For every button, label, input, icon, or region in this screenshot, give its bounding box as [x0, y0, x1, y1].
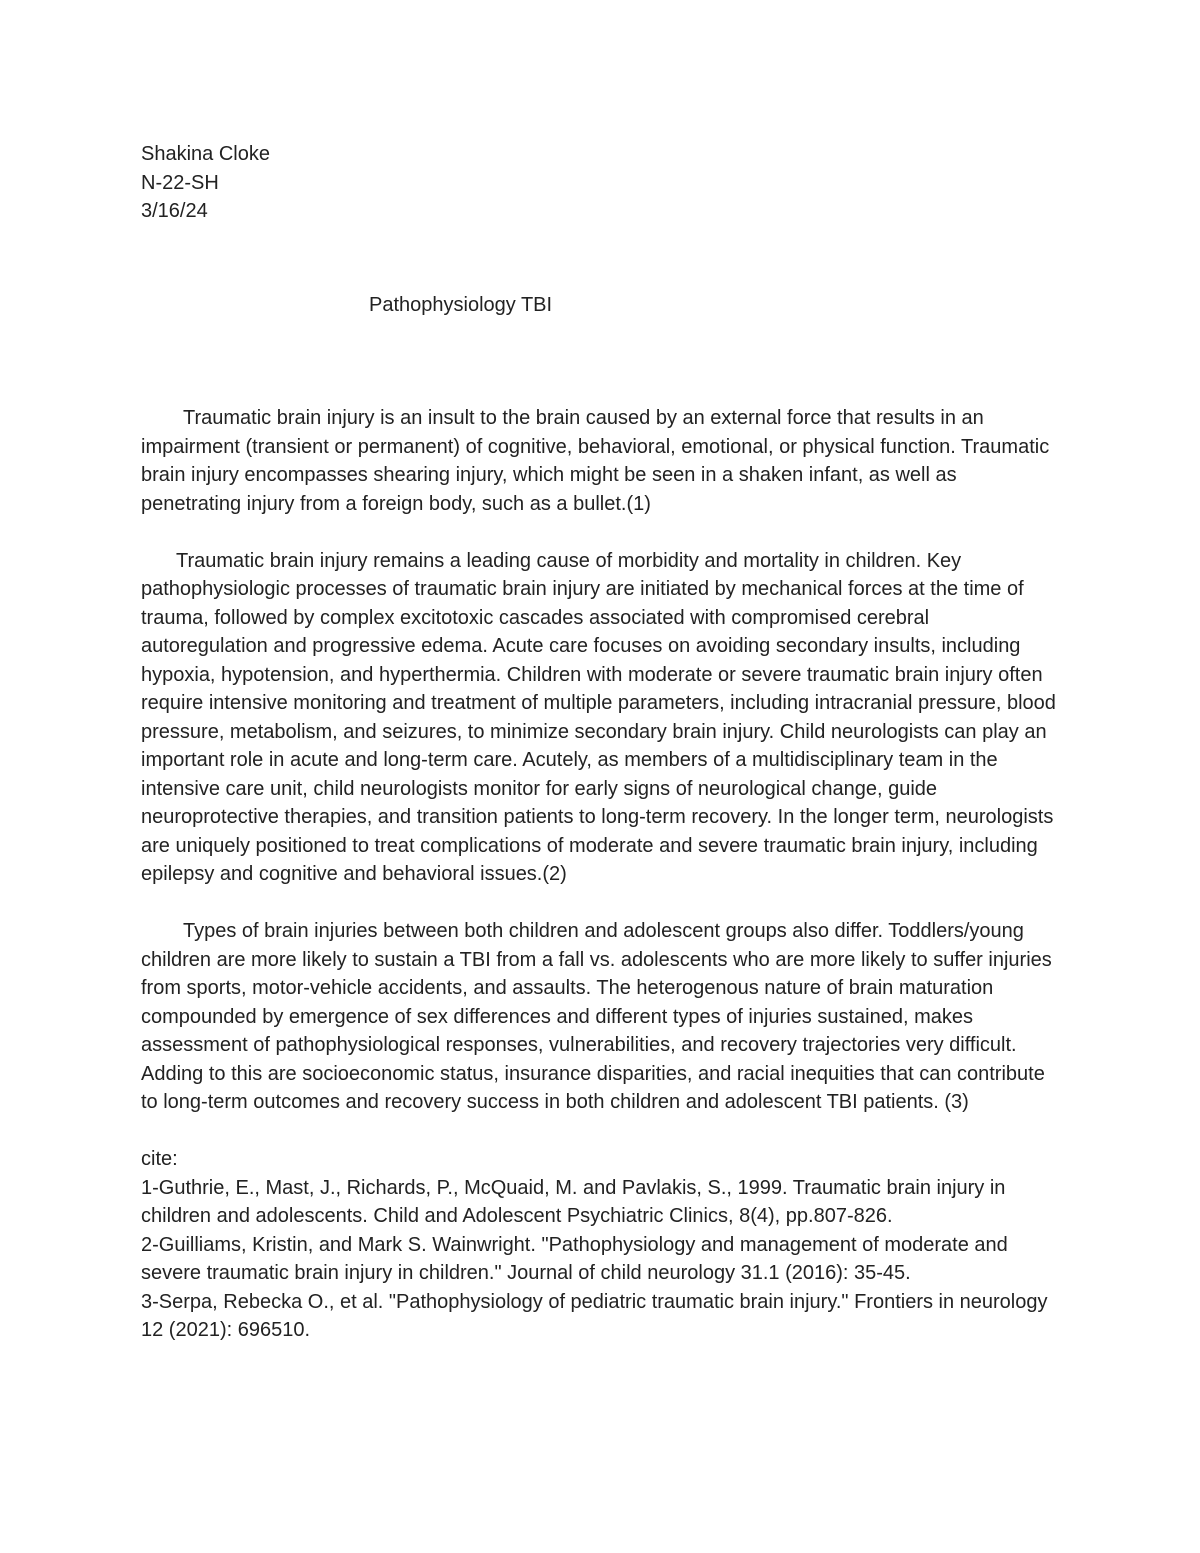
citations-section [141, 1145, 1061, 1345]
course-code: N-22-SH [141, 171, 219, 194]
citations-label: cite: [141, 1148, 178, 1170]
document-body [141, 404, 1061, 1117]
paragraph-pathophysiology: Traumatic brain injury remains a leading cause of morbidity and mortality in children. Key pathophysiologic processes of traumatic brain injury are initiated by mechanical forces at the time of trauma, followed by complex excitotoxic cascades associated with compromised cerebral autoregulation and progressive edema. Acute care focuses on avoiding secondary insults, including hypoxia, hypotension, and hyperthermia. Children with moderate or severe traumatic brain injury often require intensive monitoring and treatment of multiple parameters, including intracranial pressure, blood pressure, metabolism, and seizures, to minimize secondary brain injury. Child neurologists can play an important role in acute and long-term care. Acutely, as members of a multidisciplinary team in the intensive care unit, child neurologists monitor for early signs of neurological change, guide neuroprotective therapies, and transition patients to long-term recovery. In the longer term, neurologists are uniquely positioned to treat complications of moderate and severe traumatic brain injury, including epilepsy and cognitive and behavioral issues.(2) [141, 549, 1056, 885]
author-name: Shakina Cloke [141, 143, 270, 165]
header-block [141, 140, 1061, 226]
citation-item: 2-Guilliams, Kristin, and Mark S. Wainwright. "Pathophysiology and management of moderate and severe traumatic brain injury in children." Journal of child neurology 31.1 (2016): 35-45. [141, 1233, 1008, 1284]
citation-item: 3-Serpa, Rebecka O., et al. "Pathophysiology of pediatric traumatic brain injury." Frontiers in neurology 12 (2021): 696510. [141, 1290, 1048, 1341]
document-content [141, 140, 1061, 1345]
paragraph-definition: Traumatic brain injury is an insult to the brain caused by an external force that results in an impairment (transient or permanent) of cognitive, behavioral, emotional, or physical function. Traumatic brain injury encompasses shearing injury, which might be seen in a shaken infant, as well as penetrating injury from a foreign body, such as a bullet.(1) [141, 407, 1050, 515]
document-title: Pathophysiology TBI [369, 293, 553, 316]
citation-item: 1-Guthrie, E., Mast, J., Richards, P., McQuaid, M. and Pavlakis, S., 1999. Traumatic brain injury in children and adolescents. Child and Adolescent Psychiatric Clinics, 8(4), pp.807-826. [141, 1176, 1006, 1227]
document-date: 3/16/24 [141, 200, 208, 222]
paragraph-age-differences: Types of brain injuries between both children and adolescent groups also differ. Toddlers/young children are more likely to sustain a TBI from a fall vs. adolescents who are more likely to suffer injuries from sports, motor-vehicle accidents, and assaults. The heterogenous nature of brain maturation compounded by emergence of sex differences and different types of injuries sustained, makes assessment of pathophysiological responses, vulnerabilities, and recovery trajectories very difficult. Adding to this are socioeconomic status, insurance disparities, and racial inequities that can contribute to long-term outcomes and recovery success in both children and adolescent TBI patients. (3) [141, 920, 1052, 1113]
